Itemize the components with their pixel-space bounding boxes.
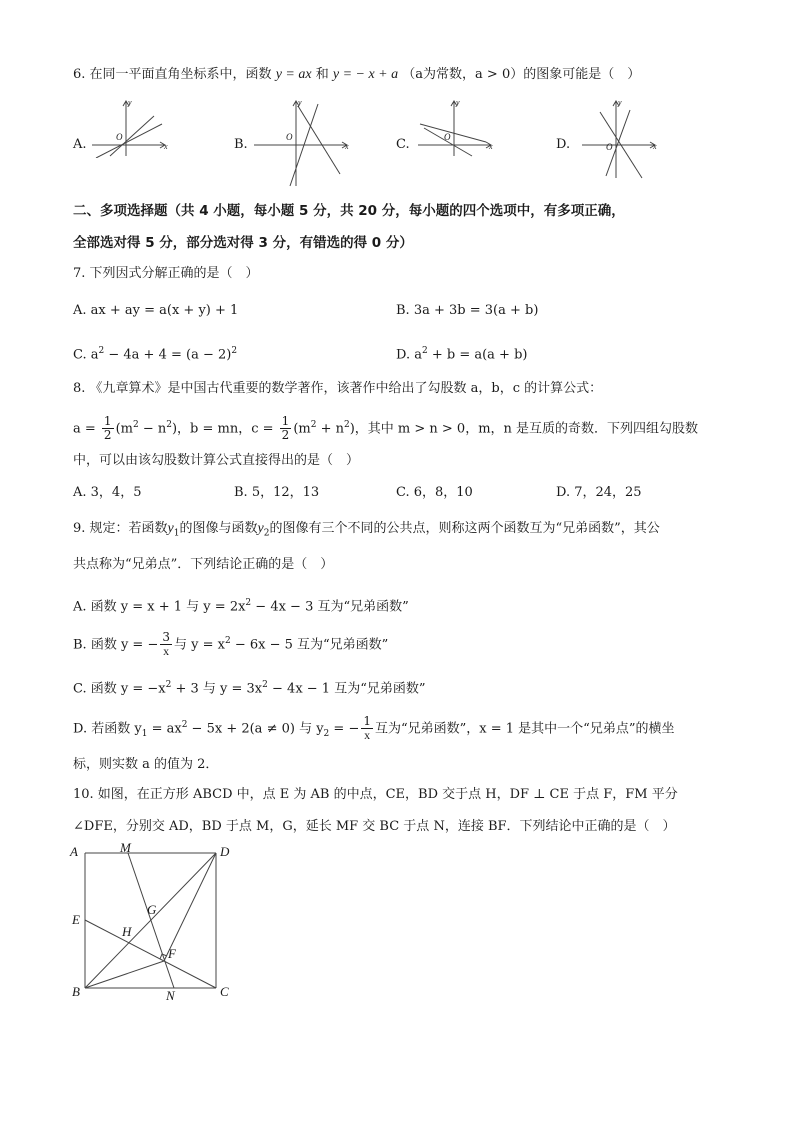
q6-option-b-label[interactable]: B. — [234, 137, 248, 152]
q6-graph-d-origin: O — [606, 142, 613, 152]
q10-label-f: F — [168, 946, 176, 961]
q9-option-d[interactable]: D. 若函数 $y_1 = ax^2 - 5x + 2(a \ne 0)$ 与 $y_2$ = − $\frac{1}{x}$ 互为“兄弟函数”，x = 1 是其中一个“兄弟点”的横坐 — [73, 714, 675, 743]
q10-label-b: B — [72, 984, 80, 999]
q10-label-d: D — [220, 844, 230, 859]
q6-graph-d-x: x — [653, 142, 657, 151]
q8-option-a[interactable]: A. 3，4，5 — [73, 485, 142, 500]
q10-label-c: C — [220, 984, 229, 999]
q8-half-fraction-a: $\frac{1}{2}$ — [103, 414, 112, 443]
q6-graph-a-y: y — [128, 98, 132, 107]
section2-title-line2: 全部选对得 5 分，部分选对得 3 分，有错选的得 0 分） — [73, 235, 413, 251]
q6-graph-c-x: x — [489, 142, 493, 151]
q6-graph-c-origin: O — [444, 132, 451, 142]
q8-formula-line: a = $\frac{1}{2}$ $(m^2 - n^2)$，b = mn，c = $\frac{1}{2}$ $(m^2 + n^2)$，其中 m > n > 0，m，n 是互质的奇数．下列四组勾股数 — [73, 414, 699, 443]
q9-stem-line2: 共点称为“兄弟点”．下列结论正确的是（ ） — [73, 557, 334, 572]
q6-graph-c — [416, 98, 496, 158]
q6-graph-a-origin: O — [116, 132, 123, 142]
q9-option-a[interactable]: A. 函数 y = x + 1 与 $y = 2x^2 - 4x - 3$ 互为“兄弟函数” — [73, 598, 409, 615]
q6-graph-a-x: x — [164, 142, 168, 151]
q9-option-d-line2: 标，则实数 a 的值为 2． — [73, 757, 219, 772]
q6-option-d-label[interactable]: D. — [556, 137, 571, 152]
q8-option-d[interactable]: D. 7，24，25 — [556, 485, 642, 500]
q6-option-a-label[interactable]: A. — [73, 137, 87, 152]
q10-stem-line1: 10. 如图，在正方形 ABCD 中，点 E 为 AB 的中点，CE，BD 交于点 H，DF ⊥ CE 于点 F，FM 平分 — [73, 787, 678, 802]
q6-stem: 6. 在同一平面直角坐标系中，函数 y = ax 和 y = − x + a （a为常数，a > 0）的图象可能是（ ） — [73, 67, 641, 82]
q10-label-n: N — [166, 988, 175, 1003]
q6-graph-d-y: y — [618, 98, 622, 107]
q10-stem-line2: ∠DFE，分别交 AD，BD 于点 M，G，延长 MF 交 BC 于点 N，连接 BF．下列结论中正确的是（ ） — [73, 819, 676, 834]
section2-title-line1: 二、多项选择题（共 4 小题，每小题 5 分，共 20 分，每小题的四个选项中，有多项正确， — [73, 203, 625, 219]
q8-stem-line3: 中，可以由该勾股数计算公式直接得出的是（ ） — [73, 453, 360, 468]
q8-stem-line1: 8. 《九章算术》是中国古代重要的数学著作，该著作中给出了勾股数 a，b，c 的计算公式： — [73, 381, 603, 396]
q8-option-b[interactable]: B. 5，12，13 — [234, 485, 320, 500]
q6-graph-b — [252, 98, 352, 188]
q8-half-fraction-c: $\frac{1}{2}$ — [281, 414, 290, 443]
q7-option-a[interactable]: A. ax + ay = a(x + y) + 1 — [73, 303, 239, 318]
q10-label-m: M — [120, 840, 131, 855]
q6-option-c-label[interactable]: C. — [396, 137, 410, 152]
q9-d-fraction: $\frac{1}{x}$ — [363, 714, 371, 743]
q6-graph-d — [580, 98, 660, 180]
q6-graph-b-y: y — [298, 98, 302, 107]
q10-square-figure — [68, 840, 238, 1010]
q10-label-e: E — [72, 912, 80, 927]
q7-option-d[interactable]: D. $a^2 + b = a(a + b)$ — [396, 346, 528, 363]
q6-graph-c-y: y — [456, 98, 460, 107]
q6-graph-a — [90, 98, 170, 158]
q9-stem-line1: 9. 规定：若函数$y_1$的图像与函数$y_2$的图像有三个不同的公共点，则称这两个函数互为“兄弟函数”，其公 — [73, 521, 660, 539]
q7-option-b[interactable]: B. 3a + 3b = 3(a + b) — [396, 303, 539, 318]
q9-option-b[interactable]: B. 函数 y = − $\frac{3}{x}$ 与 $y = x^2 - 6x - 5$ 互为“兄弟函数” — [73, 630, 389, 659]
q8-option-c[interactable]: C. 6，8，10 — [396, 485, 473, 500]
q10-label-a: A — [70, 844, 78, 859]
q7-option-c[interactable]: C. $a^2 - 4a + 4 = (a - 2)^2$ — [73, 346, 238, 363]
q10-label-h: H — [122, 924, 132, 939]
q9-option-c[interactable]: C. 函数 $y = -x^2 + 3$ 与 $y = 3x^2 - 4x - 1$ 互为“兄弟函数” — [73, 680, 426, 697]
q6-graph-b-x: x — [345, 142, 349, 151]
q10-label-g: G — [147, 902, 157, 917]
q7-stem: 7. 下列因式分解正确的是（ ） — [73, 266, 259, 281]
q9-b-fraction: $\frac{3}{x}$ — [162, 630, 170, 659]
q6-graph-b-origin: O — [286, 132, 293, 142]
